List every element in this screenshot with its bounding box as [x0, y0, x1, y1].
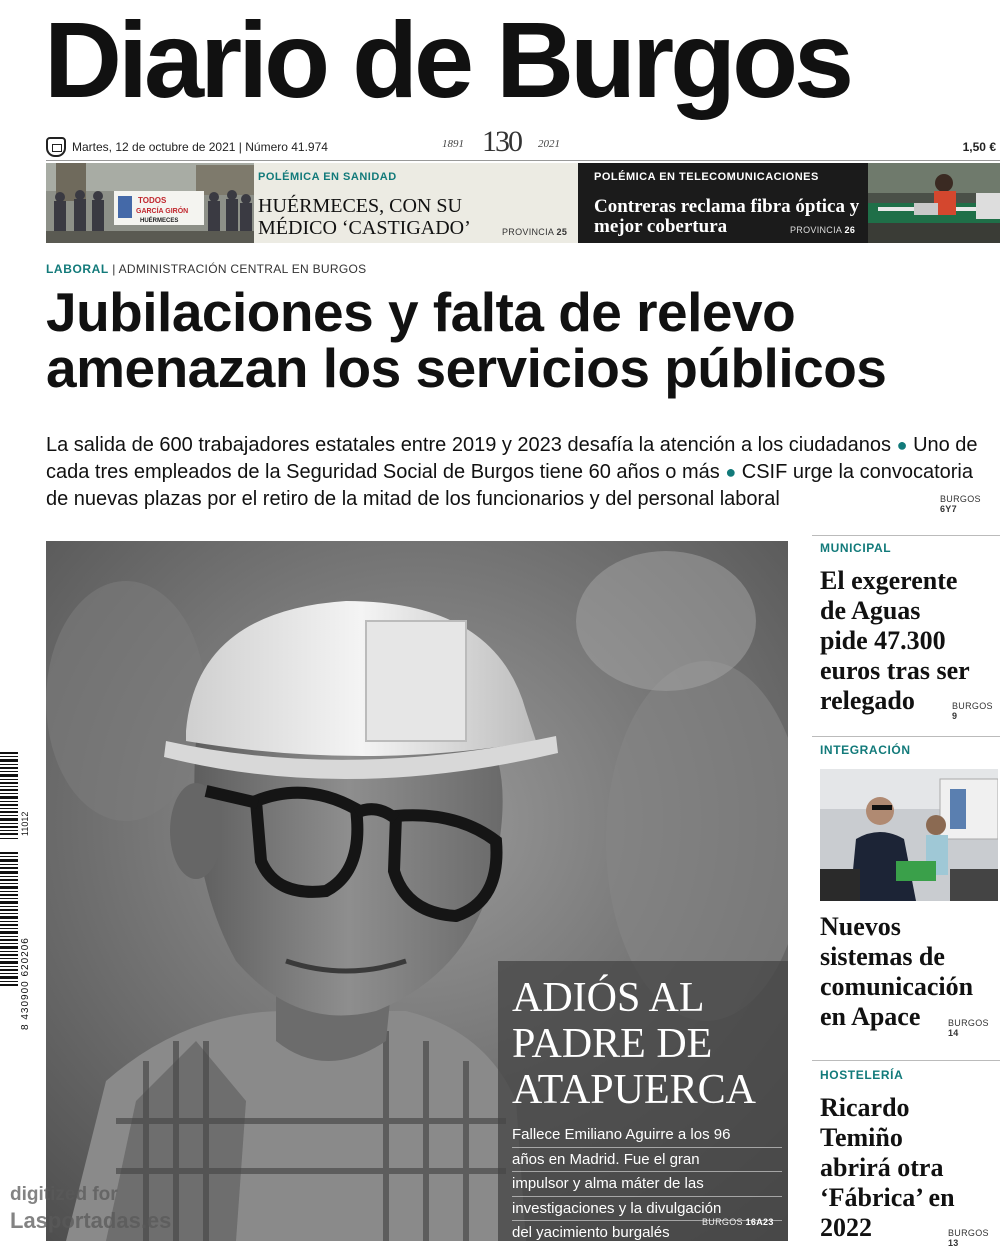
- photo-story-box: [498, 961, 788, 1241]
- anniversary-end: 2021: [538, 138, 560, 150]
- price: 1,50 €: [962, 140, 996, 154]
- banner-right-headline: Contreras reclama fibra óptica y mejor cobertura: [594, 196, 860, 237]
- sign-text-1: TODOS: [138, 196, 167, 205]
- photo-story-ref: BURGOS 16A23: [702, 1217, 774, 1227]
- bullet-dot-icon: ●: [725, 462, 737, 482]
- story1-headline[interactable]: El exgerente de Aguas pide 47.300 euros tras ser relegado: [820, 566, 970, 715]
- lead-summary: La salida de 600 trabajadores estatales entre 2019 y 2023 desafía la atención a los ciudadanos ● Uno de cada tres empleados de la Seguridad Social de Burgos tiene 60 años o más ● CSIF urge la convocatoria de nuevas plazas por el retiro de la mitad de los funcionarios y del personal laboral: [46, 434, 978, 510]
- divider: [812, 736, 1000, 737]
- date-issue: Martes, 12 de octubre de 2021 | Número 41.974: [72, 140, 328, 154]
- anniversary-number: 130: [482, 125, 521, 158]
- lead-section-tag: LABORAL | ADMINISTRACIÓN CENTRAL EN BURGOS: [46, 262, 367, 276]
- protest-photo: [46, 163, 254, 243]
- teaser-telecom[interactable]: [578, 163, 1000, 243]
- laptop-photo: [868, 163, 1000, 243]
- story2-ref: BURGOS 14: [948, 1018, 989, 1038]
- sign-text-2: GARCÍA GIRÓN: [136, 208, 189, 215]
- watermark: digitized for Lasportadas.es: [10, 1184, 172, 1233]
- story3-section: HOSTELERÍA: [820, 1068, 904, 1082]
- coat-of-arms-icon: [46, 137, 66, 157]
- bullet-dot-icon: ●: [896, 435, 908, 455]
- apace-photo: [820, 769, 998, 901]
- barcode-digits-main: 8 430900 620206: [20, 937, 31, 1030]
- sign-text-3: HUÉRMECES: [140, 218, 179, 224]
- photo-story-title: ADIÓS AL PADRE DE ATAPUERCA: [512, 975, 757, 1113]
- story1-ref: BURGOS 9: [952, 701, 993, 721]
- divider: [812, 535, 1000, 536]
- divider: [812, 1060, 1000, 1061]
- banner-right-kicker: POLÉMICA EN TELECOMUNICACIONES: [594, 171, 819, 183]
- banner-right-ref: PROVINCIA 26: [790, 225, 856, 235]
- story3-ref: BURGOS 13: [948, 1228, 989, 1248]
- anniversary-start: 1891: [442, 138, 464, 150]
- lead-headline[interactable]: Jubilaciones y falta de relevo amenazan los servicios públicos: [46, 281, 887, 399]
- divider: [46, 160, 1000, 161]
- anniversary-logo: [442, 125, 572, 161]
- dateline: [46, 125, 1000, 161]
- story1-section: MUNICIPAL: [820, 541, 892, 555]
- teaser-health[interactable]: [46, 163, 578, 243]
- lead-ref: BURGOS 6Y7: [940, 494, 981, 514]
- story3-headline[interactable]: Ricardo Temiño abrirá otra ‘Fábrica’ en 2022: [820, 1093, 955, 1242]
- barcode-digits-top: 11012: [20, 811, 30, 836]
- portrait-photo[interactable]: [46, 541, 788, 1241]
- story2-headline[interactable]: Nuevos sistemas de comunicación en Apace: [820, 912, 974, 1031]
- banner-left-kicker: POLÉMICA EN SANIDAD: [258, 171, 397, 183]
- banner-left-headline: HUÉRMECES, CON SU MÉDICO ‘CASTIGADO’: [258, 195, 471, 239]
- barcode: [0, 752, 32, 1032]
- masthead-title: Diario de Burgos: [44, 0, 851, 120]
- photo-story-body: Fallece Emiliano Aguirre a los 96 años en Madrid. Fue el gran impulsor y alma máter de las investigaciones y la divulgación del yacimiento burgalés: [512, 1123, 782, 1241]
- story2-section: INTEGRACIÓN: [820, 743, 911, 757]
- banner-left-ref: PROVINCIA 25: [502, 227, 568, 237]
